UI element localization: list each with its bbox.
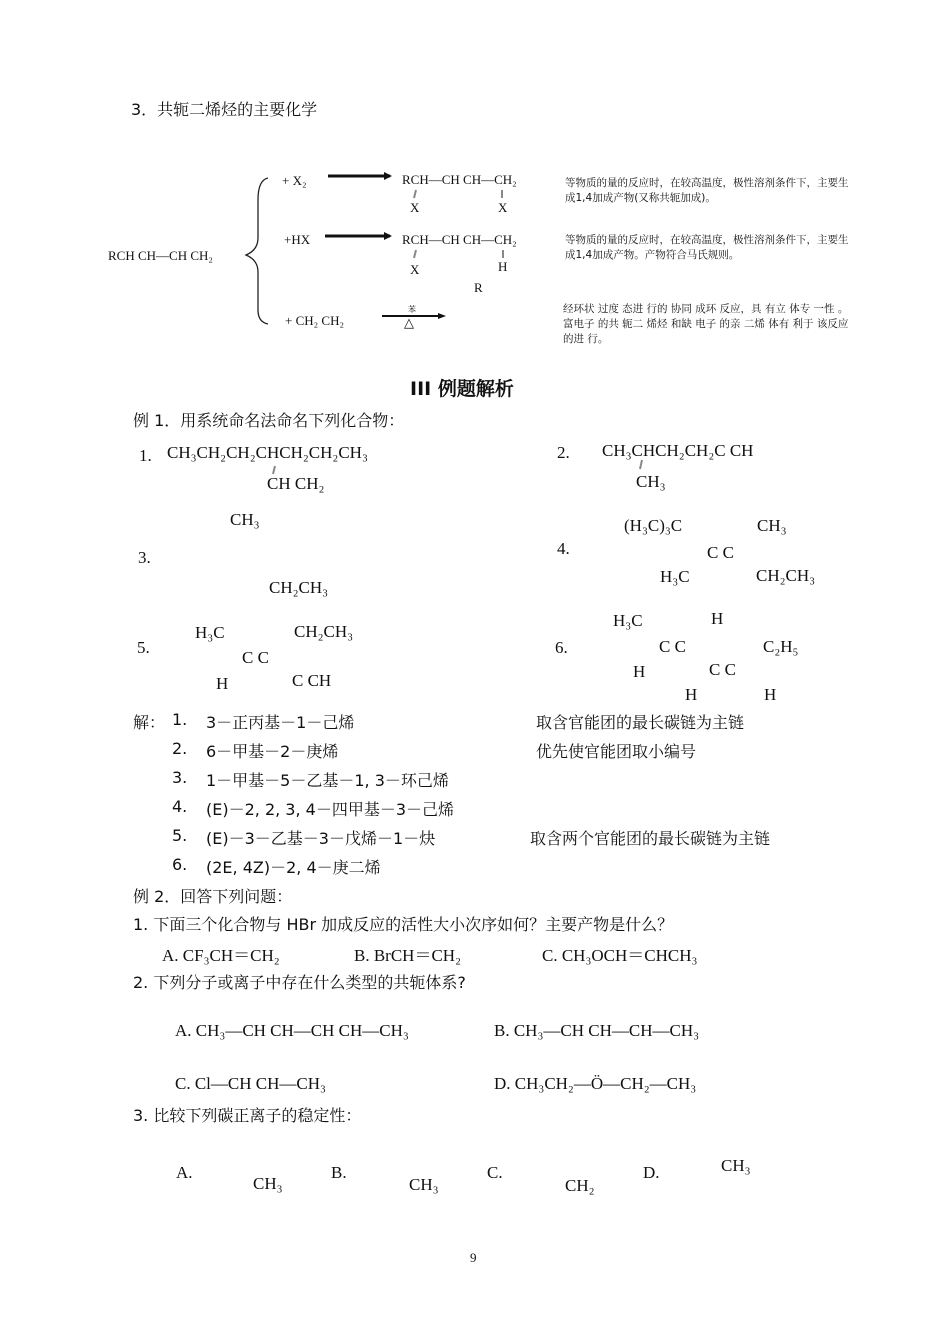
compound1-number: 1. — [139, 446, 152, 465]
part-heading: III 例题解析 — [410, 378, 514, 400]
compound6-methyl: H₃C — [613, 611, 643, 630]
compound6-number: 6. — [555, 638, 568, 657]
compound6-double-bond1: C C — [659, 637, 686, 656]
compound6-h4: H — [764, 685, 777, 704]
product-dihalide: RCH—CH CH—CH₂ — [402, 172, 517, 187]
answer-text: 3－正丙基－1－己烯 — [206, 713, 355, 732]
compound1-main-chain: CH₃CH₂CH₂CHCH₂CH₂CH₃ — [167, 443, 368, 462]
reagent-x2: + X₂ — [282, 173, 307, 188]
compound5-hydrogen: H — [216, 674, 229, 693]
question1-option-b: B. BrCH＝CH₂ — [354, 946, 461, 965]
question3-option-b: B. — [331, 1163, 347, 1182]
answer-number: 2. — [172, 739, 188, 758]
question3-option-c: C. — [487, 1163, 503, 1182]
question2-option-d: D. CH₃CH₂—Ö—CH₂—CH₃ — [494, 1074, 697, 1093]
product-hx-sub1: X — [410, 262, 420, 277]
compound3-number: 3. — [138, 548, 151, 567]
compound5-number: 5. — [137, 638, 150, 657]
arrow-label-benzene: 苯 — [408, 305, 416, 314]
compound2-main-chain: CH₃CHCH₂CH₂C CH — [602, 441, 754, 460]
compound4-methyl-right: CH₃ — [757, 516, 787, 535]
compound6-ethyl: C₂H₅ — [763, 637, 799, 656]
product-hx: RCH—CH CH—CH₂ — [402, 232, 517, 247]
example2-prompt: 例 2．回答下列问题： — [133, 887, 293, 906]
answer-number: 4. — [172, 797, 188, 816]
compound5-alkyne: C CH — [292, 671, 332, 690]
example1-prompt: 例 1．用系统命名法命名下列化合物： — [133, 411, 405, 430]
diene-substrate: RCH CH—CH CH₂ — [108, 248, 213, 263]
compound5-ethyl: CH₂CH₃ — [294, 622, 354, 641]
answer-label: 解： — [133, 713, 166, 732]
compound6-h3: H — [685, 685, 698, 704]
answer-note: 取含官能团的最长碳链为主链 — [536, 713, 745, 732]
compound6-h2: H — [633, 662, 646, 681]
compound2-number: 2. — [557, 443, 570, 462]
answer-note: 取含两个官能团的最长碳链为主链 — [530, 829, 771, 848]
question1-option-a: A. CF₃CH＝CH₂ — [162, 946, 280, 965]
arrow-heat-symbol: △ — [404, 316, 414, 331]
compound2-branch: CH₃ — [636, 472, 666, 491]
question3-option-a-group: CH₃ — [253, 1174, 283, 1193]
question2: 2. 下列分子或离子中存在什么类型的共轭体系? — [133, 973, 466, 992]
answer-number: 5. — [172, 826, 188, 845]
answer-number: 6. — [172, 855, 188, 874]
section-heading: 3．共轭二烯烃的主要化学 — [131, 100, 318, 119]
question2-option-c: C. Cl—CH CH—CH₃ — [175, 1074, 326, 1093]
reaction3-note: 经环状 过度 态进 行的 协同 成环 反应，具 有立 体专 一性 。富电子 的共 轭二 烯烃 和缺 电子 的亲 二烯 体有 利于 该反应的进 行。 — [563, 303, 849, 345]
question3-option-b-group: CH₃ — [409, 1175, 439, 1194]
question1: 1. 下面三个化合物与 HBr 加成反应的活性大小次序如何？主要产物是什么？ — [133, 915, 674, 934]
compound4-ethyl: CH₂CH₃ — [756, 566, 816, 585]
answer-text: (E)－2, 2, 3, 4－四甲基－3－己烯 — [206, 800, 455, 819]
reaction1-note: 等物质的量的反应时，在较高温度，极性溶剂条件下，主要生成1,4加成产物(又称共轭加成)。 — [565, 177, 849, 204]
answer-text: (E)－3－乙基－3－戊烯－1－炔 — [206, 829, 436, 848]
compound5-double-bond: C C — [242, 648, 269, 667]
answer-note: 优先使官能团取小编号 — [536, 742, 697, 761]
compound3-methyl: CH₃ — [230, 510, 260, 529]
answer-text: (2E, 4Z)－2, 4－庚二烯 — [206, 858, 381, 877]
question3: 3. 比较下列碳正离子的稳定性： — [133, 1106, 362, 1125]
question2-option-a: A. CH₃—CH CH—CH CH—CH₃ — [175, 1021, 409, 1040]
page-number: 9 — [470, 1250, 477, 1265]
product-hx-sub3: R — [474, 280, 483, 295]
answer-text: 1－甲基－5－乙基－1, 3－环己烯 — [206, 771, 449, 790]
compound3-ethyl: CH₂CH₃ — [269, 578, 329, 597]
compound4-number: 4. — [557, 539, 570, 558]
question3-option-d: D. — [643, 1163, 660, 1182]
reagent-hx: +HX — [284, 232, 311, 247]
question1-option-c: C. CH₃OCH＝CHCH₃ — [542, 946, 698, 965]
question2-option-b: B. CH₃—CH CH—CH—CH₃ — [494, 1021, 700, 1040]
question3-option-c-group: CH₂ — [565, 1176, 595, 1195]
compound5-methyl: H₃C — [195, 623, 225, 642]
compound1-branch: CH CH₂ — [267, 474, 325, 493]
answer-text: 6－甲基－2－庚烯 — [206, 742, 339, 761]
compound4-methyl-left: H₃C — [660, 567, 690, 586]
question3-option-a: A. — [176, 1163, 193, 1182]
compound6-h1: H — [711, 609, 724, 628]
compound4-double-bond: C C — [707, 543, 734, 562]
compound4-tert-butyl: (H₃C)₃C — [624, 516, 683, 535]
question3-option-d-group: CH₃ — [721, 1156, 751, 1175]
compound6-double-bond2: C C — [709, 660, 736, 679]
product-hx-sub2: H — [498, 259, 508, 274]
answer-number: 3. — [172, 768, 188, 787]
product-dihalide-sub1: X — [410, 200, 420, 215]
reagent-ethylene: + CH₂ CH₂ — [285, 313, 345, 328]
answer-number: 1. — [172, 710, 188, 729]
product-dihalide-sub2: X — [498, 200, 508, 215]
reaction2-note: 等物质的量的反应时，在较高温度，极性溶剂条件下，主要生成1,4加成产物。产物符合马氏规则。 — [565, 234, 849, 261]
